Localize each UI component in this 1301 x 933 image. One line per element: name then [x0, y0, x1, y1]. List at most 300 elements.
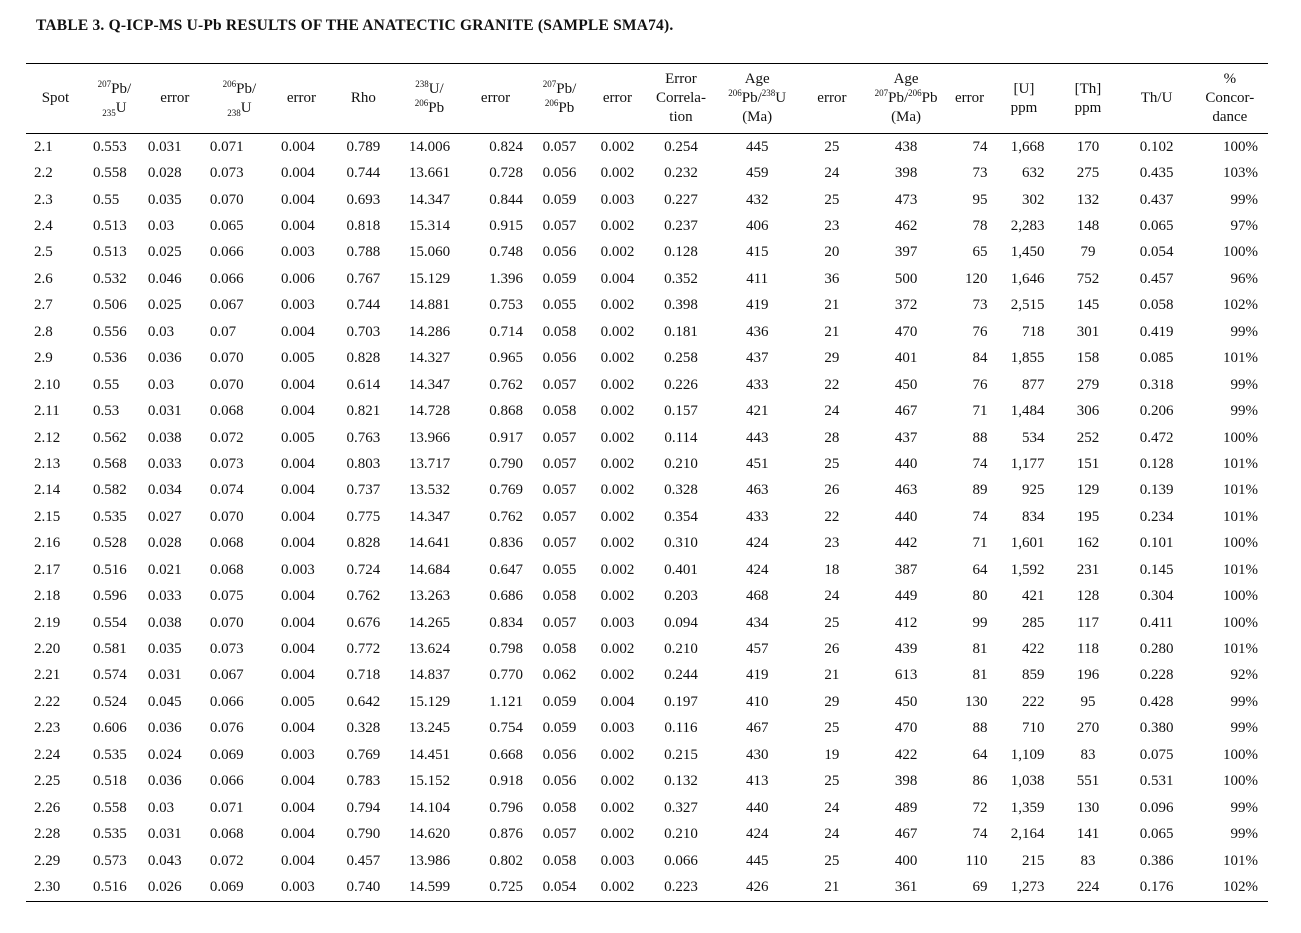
- cell-th-u: 0.176: [1122, 874, 1192, 901]
- cell-spot: 2.20: [34, 641, 61, 658]
- table-row: [26, 795, 1268, 821]
- cell-th-u: 0.437: [1139, 191, 1174, 208]
- cell-concordance: 97%: [1230, 218, 1258, 235]
- cell-error-age-pb206: 86: [972, 773, 988, 790]
- col-header-spot: Spot: [26, 64, 85, 134]
- cell-th-u: 0.102: [1139, 138, 1174, 155]
- cell-error-age-u238: 29: [824, 693, 840, 710]
- cell-error-age-u238: 18: [824, 561, 840, 578]
- cell-error-u238-pb206: 0.647: [489, 561, 524, 578]
- cell-pb207-pb206: 0.056: [542, 244, 577, 261]
- col-header-pb207-u235: $^{207}$Pb/ $_{235}$U: [85, 64, 144, 134]
- cell-age-pb207-pb206: 489: [894, 799, 918, 816]
- cell-spot: 2.24: [34, 746, 61, 763]
- cell-th-u: 0.234: [1139, 508, 1174, 525]
- cell-pb206-u238: 0.072: [209, 852, 244, 869]
- table-row: [26, 346, 1268, 372]
- cell-th-u: 0.380: [1139, 720, 1174, 737]
- cell-rho: 0.614: [346, 376, 381, 393]
- table-title: TABLE 3. Q-ICP-MS U-Pb RESULTS OF THE ANATECTIC GRANITE (SAMPLE SMA74).: [36, 17, 674, 34]
- cell-age-pb206-u238: 451: [745, 455, 769, 472]
- cell-th-u: 0.054: [1139, 244, 1174, 261]
- cell-error-pb207-u235: 0.025: [147, 297, 182, 314]
- cell-spot: 2.4: [34, 218, 53, 235]
- cell-error-u238-pb206: 0.753: [489, 297, 524, 314]
- cell-error-pb206-u238: 0.006: [280, 270, 315, 287]
- cell-pb207-u235: 0.535: [92, 508, 127, 525]
- cell-pb207-pb206: 0.057: [542, 826, 577, 843]
- cell-error-pb206-u238: 0.003: [280, 746, 315, 763]
- cell-pb206-u238: 0.068: [209, 561, 244, 578]
- cell-concordance: 100%: [1223, 588, 1258, 605]
- cell-error-correlation: 0.244: [664, 667, 698, 684]
- cell-pb206-u238: 0.069: [206, 874, 273, 901]
- cell-pb207-pb206: 0.058: [542, 403, 577, 420]
- cell-pb206-u238: 0.069: [209, 746, 244, 763]
- cell-age-pb207-pb206: 401: [894, 350, 918, 367]
- cell-error-correlation: 0.132: [664, 773, 698, 790]
- cell-error-pb207-u235: 0.028: [147, 535, 182, 552]
- cell-spot: 2.26: [34, 799, 61, 816]
- cell-age-pb207-pb206: 422: [894, 746, 918, 763]
- cell-concordance: 100%: [1223, 138, 1258, 155]
- cell-spot: 2.11: [34, 403, 60, 420]
- cell-th-u: 0.096: [1139, 799, 1174, 816]
- cell-error-pb206-u238: 0.004: [280, 455, 315, 472]
- cell-error-age-u238: 20: [824, 244, 840, 261]
- cell-error-u238-pb206: 0.836: [489, 535, 524, 552]
- cell-pb207-pb206: 0.057: [542, 455, 577, 472]
- cell-pb207-pb206: 0.057: [542, 508, 577, 525]
- cell-u238-pb206: 14.881: [408, 297, 451, 314]
- cell-error-correlation: 0.398: [664, 297, 698, 314]
- cell-error-pb207-u235: 0.031: [147, 826, 182, 843]
- cell-concordance: 99%: [1230, 693, 1258, 710]
- cell-error-pb207-pb206: 0.002: [600, 429, 635, 446]
- cell-pb207-u235: 0.516: [85, 874, 144, 901]
- cell-error-u238-pb206: 1.121: [489, 693, 524, 710]
- cell-error-u238-pb206: 1.396: [489, 270, 524, 287]
- cell-pb207-u235: 0.558: [92, 799, 127, 816]
- cell-pb207-u235: 0.606: [92, 720, 127, 737]
- cell-rho: 0.328: [346, 720, 381, 737]
- cell-u-ppm: 1,855: [1010, 350, 1045, 367]
- cell-error-pb206-u238: 0.004: [280, 218, 315, 235]
- cell-age-pb206-u238: 413: [745, 773, 769, 790]
- cell-error-pb206-u238: 0.003: [280, 244, 315, 261]
- cell-error-pb206-u238: 0.004: [280, 773, 315, 790]
- cell-age-pb207-pb206: 398: [894, 773, 918, 790]
- cell-error-correlation: 0.354: [664, 508, 698, 525]
- cell-error-pb207-u235: 0.021: [147, 561, 182, 578]
- cell-error-age-pb206: 99: [972, 614, 988, 631]
- col-header-error-correlation: Error Correla- tion: [645, 64, 717, 134]
- cell-error-age-u238: 25: [824, 720, 840, 737]
- cell-age-pb207-pb206: 470: [894, 323, 918, 340]
- table-row: [26, 689, 1268, 715]
- cell-error-pb206-u238: 0.004: [280, 799, 315, 816]
- cell-error-correlation: 0.114: [664, 429, 698, 446]
- cell-error-age-u238: 23: [824, 535, 840, 552]
- cell-error-age-u238: 23: [824, 218, 840, 235]
- cell-error-age-pb206: 81: [972, 667, 988, 684]
- cell-error-correlation: 0.094: [664, 614, 698, 631]
- cell-u-ppm: 1,109: [1010, 746, 1045, 763]
- cell-pb207-u235: 0.556: [92, 323, 127, 340]
- table-row: [26, 134, 1268, 161]
- cell-error-u238-pb206: 0.790: [489, 455, 524, 472]
- cell-error-age-pb206: 78: [972, 218, 988, 235]
- cell-error-age-pb206: 130: [964, 693, 988, 710]
- cell-error-pb207-pb206: 0.002: [600, 588, 635, 605]
- cell-age-pb206-u238: 415: [745, 244, 769, 261]
- cell-pb207-u235: 0.55: [92, 376, 120, 393]
- cell-error-correlation: 0.181: [664, 323, 698, 340]
- cell-concordance: 101%: [1223, 561, 1258, 578]
- cell-error-u238-pb206: 0.918: [489, 773, 524, 790]
- cell-error-pb207-u235: 0.033: [147, 455, 182, 472]
- cell-error-age-u238: 26: [824, 641, 840, 658]
- cell-error-correlation: 0.197: [664, 693, 698, 710]
- cell-th-u: 0.419: [1139, 323, 1174, 340]
- cell-concordance: 99%: [1230, 720, 1258, 737]
- cell-spot: 2.6: [34, 270, 53, 287]
- cell-u-ppm: 1,484: [1010, 403, 1045, 420]
- cell-pb207-pb206: 0.057: [542, 482, 577, 499]
- cell-error-u238-pb206: 0.714: [489, 323, 524, 340]
- cell-error-pb207-pb206: 0.002: [590, 874, 645, 901]
- col-header-error: error: [273, 64, 330, 134]
- cell-error-correlation: 0.352: [664, 270, 698, 287]
- cell-error-u238-pb206: 0.668: [489, 746, 524, 763]
- cell-pb207-pb206: 0.057: [542, 429, 577, 446]
- cell-error-u238-pb206: 0.725: [462, 874, 529, 901]
- cell-u-ppm: 859: [1021, 667, 1045, 684]
- cell-error-age-u238: 25: [824, 191, 840, 208]
- cell-th-u: 0.206: [1139, 403, 1174, 420]
- cell-error-pb207-pb206: 0.003: [600, 191, 635, 208]
- cell-rho: 0.790: [346, 826, 381, 843]
- cell-error-u238-pb206: 0.834: [489, 614, 524, 631]
- cell-pb206-u238: 0.073: [209, 165, 244, 182]
- cell-error-pb207-u235: 0.03: [147, 323, 175, 340]
- cell-th-ppm: 132: [1076, 191, 1100, 208]
- cell-th-u: 0.085: [1139, 350, 1174, 367]
- cell-th-u: 0.531: [1139, 773, 1174, 790]
- cell-pb207-u235: 0.53: [92, 403, 120, 420]
- cell-th-ppm: 551: [1076, 773, 1100, 790]
- cell-rho: 0.740: [330, 874, 397, 901]
- cell-error-pb207-pb206: 0.002: [600, 138, 635, 155]
- cell-pb207-u235: 0.574: [92, 667, 127, 684]
- cell-error-age-pb206: 88: [972, 429, 988, 446]
- cell-pb206-u238: 0.075: [209, 588, 244, 605]
- cell-u-ppm: 534: [1021, 429, 1045, 446]
- cell-spot: 2.9: [34, 350, 53, 367]
- cell-concordance: 101%: [1223, 852, 1258, 869]
- cell-pb207-pb206: 0.058: [542, 799, 577, 816]
- cell-rho: 0.703: [346, 323, 381, 340]
- cell-pb207-u235: 0.562: [92, 429, 127, 446]
- cell-error-u238-pb206: 0.762: [489, 376, 524, 393]
- cell-u238-pb206: 13.717: [408, 455, 451, 472]
- cell-pb207-pb206: 0.056: [542, 165, 577, 182]
- cell-pb206-u238: 0.065: [209, 218, 244, 235]
- cell-th-u: 0.280: [1139, 641, 1174, 658]
- cell-rho: 0.763: [346, 429, 381, 446]
- col-header-pb207-pb206: $^{207}$Pb/ $^{206}$Pb: [529, 64, 590, 134]
- cell-age-pb207-pb206: 473: [894, 191, 918, 208]
- cell-spot: 2.30: [26, 874, 85, 901]
- cell-error-u238-pb206: 0.762: [489, 508, 524, 525]
- cell-u238-pb206: 15.060: [408, 244, 451, 261]
- cell-th-u: 0.075: [1139, 746, 1174, 763]
- cell-u238-pb206: 13.661: [408, 165, 451, 182]
- cell-th-ppm: 162: [1076, 535, 1100, 552]
- cell-error-u238-pb206: 0.915: [489, 218, 524, 235]
- cell-pb206-u238: 0.070: [209, 350, 244, 367]
- cell-error-u238-pb206: 0.802: [489, 852, 524, 869]
- cell-error-age-pb206: 89: [972, 482, 988, 499]
- cell-age-pb207-pb206: 387: [894, 561, 918, 578]
- cell-error-age-u238: 26: [824, 482, 840, 499]
- col-header-th-ppm: [Th] ppm: [1054, 64, 1121, 134]
- cell-th-ppm: 95: [1080, 693, 1096, 710]
- cell-error-pb206-u238: 0.004: [280, 323, 315, 340]
- cell-age-pb206-u238: 419: [745, 667, 769, 684]
- cell-concordance: 100%: [1223, 535, 1258, 552]
- cell-spot: 2.22: [34, 693, 61, 710]
- cell-u-ppm: 215: [1021, 852, 1045, 869]
- cell-pb207-u235: 0.581: [92, 641, 127, 658]
- cell-age-pb206-u238: 406: [745, 218, 769, 235]
- cell-u238-pb206: 14.347: [408, 508, 451, 525]
- cell-error-pb207-pb206: 0.002: [600, 773, 635, 790]
- cell-age-pb206-u238: 430: [745, 746, 769, 763]
- cell-age-pb206-u238: 443: [745, 429, 769, 446]
- cell-age-pb207-pb206: 463: [894, 482, 918, 499]
- cell-error-age-u238: 25: [824, 138, 840, 155]
- cell-u-ppm: 1,601: [1010, 535, 1045, 552]
- cell-error-age-u238: 29: [824, 350, 840, 367]
- cell-spot: 2.25: [34, 773, 61, 790]
- cell-error-age-pb206: 81: [972, 641, 988, 658]
- cell-pb207-pb206: 0.059: [542, 191, 577, 208]
- cell-error-pb206-u238: 0.004: [280, 403, 315, 420]
- cell-spot: 2.8: [34, 323, 53, 340]
- cell-error-pb207-pb206: 0.004: [600, 270, 635, 287]
- cell-th-u: 0.428: [1139, 693, 1174, 710]
- cell-error-age-pb206: 71: [972, 403, 988, 420]
- table-row: [26, 874, 1268, 901]
- cell-error-u238-pb206: 0.844: [489, 191, 524, 208]
- cell-error-correlation: 0.401: [664, 561, 698, 578]
- table-row: [26, 451, 1268, 477]
- cell-pb207-pb206: 0.062: [542, 667, 577, 684]
- col-header-error: error: [797, 64, 866, 134]
- cell-pb207-pb206: 0.056: [542, 350, 577, 367]
- cell-concordance: 96%: [1230, 270, 1258, 287]
- cell-age-pb207-pb206: 440: [894, 455, 918, 472]
- cell-age-pb206-u238: 433: [745, 508, 769, 525]
- table-row: [26, 821, 1268, 847]
- cell-concordance: 100%: [1223, 773, 1258, 790]
- cell-age-pb207-pb206: 467: [894, 403, 918, 420]
- cell-error-pb206-u238: 0.004: [280, 482, 315, 499]
- cell-rho: 0.718: [346, 667, 381, 684]
- table-row: [26, 425, 1268, 451]
- cell-error-pb206-u238: 0.004: [280, 667, 315, 684]
- cell-error-age-pb206: 84: [972, 350, 988, 367]
- cell-age-pb207-pb206: 438: [894, 138, 918, 155]
- cell-error-correlation: 0.215: [664, 746, 698, 763]
- cell-pb206-u238: 0.068: [209, 826, 244, 843]
- cell-th-ppm: 224: [1054, 874, 1121, 901]
- table-row: [26, 742, 1268, 768]
- cell-pb207-u235: 0.535: [92, 746, 127, 763]
- col-header-error: error: [946, 64, 994, 134]
- cell-concordance: 101%: [1223, 508, 1258, 525]
- cell-pb207-u235: 0.55: [92, 191, 120, 208]
- cell-pb207-pb206: 0.059: [542, 720, 577, 737]
- cell-error-correlation: 0.066: [664, 852, 698, 869]
- cell-age-pb206-u238: 445: [745, 852, 769, 869]
- cell-rho: 0.803: [346, 455, 381, 472]
- cell-error-correlation: 0.327: [664, 799, 698, 816]
- cell-age-pb206-u238: 436: [745, 323, 769, 340]
- cell-error-pb206-u238: 0.004: [280, 191, 315, 208]
- cell-rho: 0.737: [346, 482, 381, 499]
- cell-error-u238-pb206: 0.876: [489, 826, 524, 843]
- col-header-age-pb207-pb206: Age $^{207}$Pb/$^{206}$Pb (Ma): [866, 64, 945, 134]
- cell-concordance: 101%: [1223, 641, 1258, 658]
- cell-u-ppm: 632: [1021, 165, 1045, 182]
- cell-error-age-pb206: 74: [972, 138, 988, 155]
- cell-pb206-u238: 0.070: [209, 614, 244, 631]
- cell-pb207-pb206: 0.055: [542, 561, 577, 578]
- cell-age-pb206-u238: 432: [745, 191, 769, 208]
- cell-rho: 0.762: [346, 588, 381, 605]
- cell-error-correlation: 0.210: [664, 455, 698, 472]
- cell-th-ppm: 148: [1076, 218, 1100, 235]
- cell-error-pb207-pb206: 0.003: [600, 852, 635, 869]
- cell-th-ppm: 151: [1076, 455, 1100, 472]
- cell-u238-pb206: 15.152: [408, 773, 451, 790]
- cell-age-pb207-pb206: 437: [894, 429, 918, 446]
- cell-pb207-pb206: 0.054: [529, 874, 590, 901]
- cell-error-pb206-u238: 0.004: [280, 165, 315, 182]
- cell-error-age-pb206: 120: [964, 270, 988, 287]
- table-row: [26, 557, 1268, 583]
- cell-error-pb207-pb206: 0.002: [600, 482, 635, 499]
- cell-u-ppm: 1,668: [1010, 138, 1045, 155]
- cell-concordance: 100%: [1223, 746, 1258, 763]
- cell-error-pb207-u235: 0.027: [147, 508, 182, 525]
- cell-spot: 2.1: [34, 138, 53, 155]
- cell-error-correlation: 0.232: [664, 165, 698, 182]
- cell-rho: 0.693: [346, 191, 381, 208]
- cell-age-pb206-u238: 424: [745, 535, 769, 552]
- cell-th-u: 0.304: [1139, 588, 1174, 605]
- cell-age-pb207-pb206: 500: [894, 270, 918, 287]
- cell-th-u: 0.065: [1139, 826, 1174, 843]
- cell-age-pb207-pb206: 467: [894, 826, 918, 843]
- cell-concordance: 99%: [1230, 376, 1258, 393]
- cell-u238-pb206: 14.006: [408, 138, 451, 155]
- cell-u238-pb206: 14.104: [408, 799, 451, 816]
- cell-error-age-pb206: 110: [965, 852, 988, 869]
- cell-error-u238-pb206: 0.754: [489, 720, 524, 737]
- cell-error-age-u238: 24: [824, 799, 840, 816]
- cell-th-u: 0.139: [1139, 482, 1174, 499]
- cell-pb207-pb206: 0.057: [542, 535, 577, 552]
- cell-pb206-u238: 0.068: [209, 535, 244, 552]
- cell-u238-pb206: 14.347: [408, 376, 451, 393]
- table-row: [26, 372, 1268, 398]
- cell-error-age-pb206: 88: [972, 720, 988, 737]
- cell-pb206-u238: 0.071: [209, 799, 244, 816]
- cell-rho: 0.769: [346, 746, 381, 763]
- cell-rho: 0.828: [346, 350, 381, 367]
- cell-u-ppm: 1,359: [1010, 799, 1045, 816]
- cell-error-pb206-u238: 0.004: [280, 852, 315, 869]
- cell-error-pb207-u235: 0.034: [147, 482, 182, 499]
- cell-th-u: 0.065: [1139, 218, 1174, 235]
- table-row: [26, 636, 1268, 662]
- cell-error-correlation: 0.310: [664, 535, 698, 552]
- cell-th-u: 0.472: [1139, 429, 1174, 446]
- cell-error-u238-pb206: 0.796: [489, 799, 524, 816]
- cell-error-pb207-pb206: 0.002: [600, 218, 635, 235]
- col-header-rho: Rho: [330, 64, 397, 134]
- cell-pb206-u238: 0.070: [209, 191, 244, 208]
- cell-concordance: 99%: [1230, 191, 1258, 208]
- cell-error-age-u238: 25: [824, 614, 840, 631]
- cell-spot: 2.19: [34, 614, 61, 631]
- cell-age-pb206-u238: 434: [745, 614, 769, 631]
- cell-error-correlation: 0.258: [664, 350, 698, 367]
- cell-error-pb206-u238: 0.004: [280, 138, 315, 155]
- cell-spot: 2.29: [34, 852, 61, 869]
- cell-rho: 0.772: [346, 641, 381, 658]
- cell-concordance: 92%: [1230, 667, 1258, 684]
- cell-error-pb206-u238: 0.003: [273, 874, 330, 901]
- cell-th-u: 0.457: [1139, 270, 1174, 287]
- cell-age-pb207-pb206: 439: [894, 641, 918, 658]
- cell-error-pb207-pb206: 0.002: [600, 641, 635, 658]
- cell-u-ppm: 285: [1021, 614, 1045, 631]
- cell-th-ppm: 129: [1076, 482, 1100, 499]
- cell-concordance: 102%: [1223, 297, 1258, 314]
- cell-pb206-u238: 0.066: [209, 693, 244, 710]
- cell-th-u: 0.058: [1139, 297, 1174, 314]
- cell-concordance: 99%: [1230, 826, 1258, 843]
- cell-age-pb207-pb206: 462: [894, 218, 918, 235]
- cell-error-pb207-u235: 0.031: [147, 403, 182, 420]
- cell-error-pb207-u235: 0.031: [147, 138, 182, 155]
- cell-u238-pb206: 13.532: [408, 482, 451, 499]
- cell-error-pb206-u238: 0.004: [280, 641, 315, 658]
- table-row: [26, 160, 1268, 186]
- cell-concordance: 99%: [1230, 323, 1258, 340]
- cell-error-pb206-u238: 0.004: [280, 614, 315, 631]
- cell-u-ppm: 421: [1021, 588, 1045, 605]
- cell-error-pb207-u235: 0.03: [147, 218, 175, 235]
- cell-u-ppm: 222: [1021, 693, 1045, 710]
- cell-u238-pb206: 14.641: [408, 535, 451, 552]
- cell-error-age-u238: 19: [824, 746, 840, 763]
- cell-rho: 0.676: [346, 614, 381, 631]
